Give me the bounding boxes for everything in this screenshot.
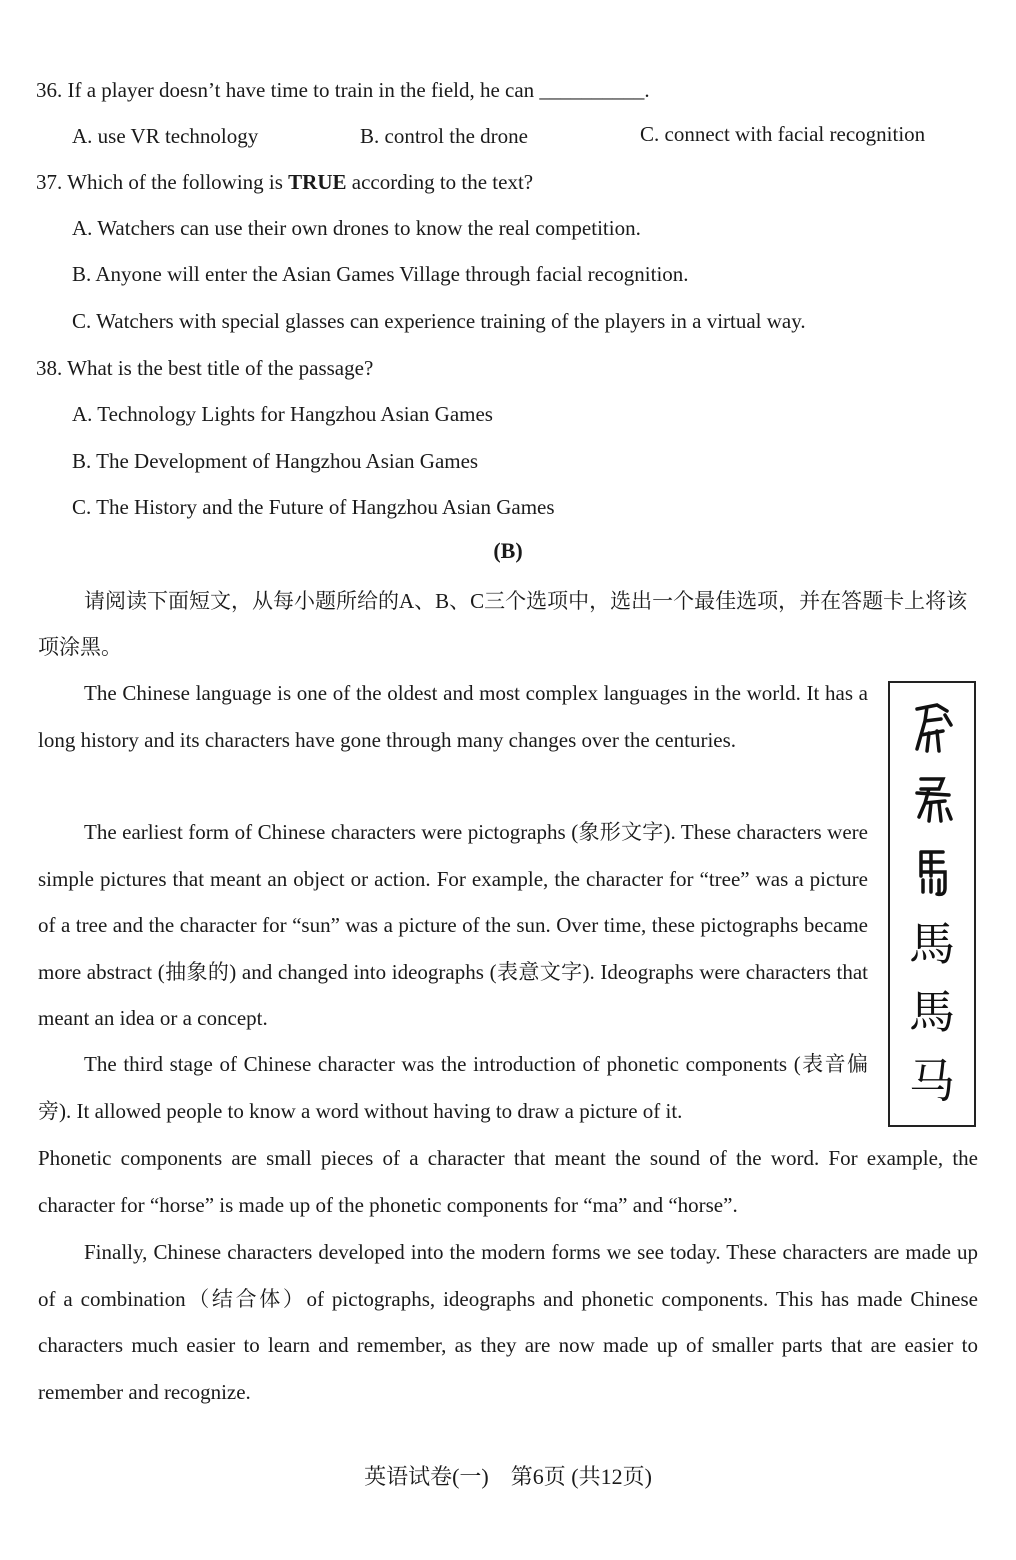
passage-paragraph-3-continued <box>38 1135 978 1228</box>
passage-paragraph-2-text: The earliest form of Chinese characters were pictographs (象形文字). These characters were simple pictures that meant an object or action. For example, the character for “tree” was a picture of a tree and the character for “sun” was a picture of the sun. Over time, these pictographs became more abstract (抽象的) and changed into ideographs (表意文字). Ideographs were characters that meant an idea or a concept. <box>38 820 868 1031</box>
passage-paragraph-4 <box>38 1229 978 1415</box>
question-38-stem: 38. What is the best title of the passage? <box>36 356 374 380</box>
clerical-horse-glyph: 馬 <box>909 917 955 972</box>
passage-paragraph-2 <box>38 809 868 1042</box>
bronze-horse-icon <box>907 773 957 829</box>
passage-paragraph-3-continued-text: Phonetic components are small pieces of a character that meant the sound of the word. For example, the character for “horse” is made up of the phonetic components for “ma” and “horse”. <box>38 1146 978 1217</box>
question-36-option-b: B. control the drone <box>360 124 528 148</box>
traditional-horse-glyph: 馬 <box>909 985 955 1040</box>
horse-character-evolution-figure <box>888 681 976 1127</box>
question-37-option-c: C. Watchers with special glasses can experience training of the players in a virtual way. <box>72 309 806 333</box>
question-37-option-a: A. Watchers can use their own drones to know the real competition. <box>72 216 641 240</box>
passage-paragraph-3 <box>38 1041 868 1134</box>
question-36-option-a: A. use VR technology <box>72 124 259 148</box>
question-37-stem-prefix: 37. Which of the following is <box>36 170 289 194</box>
question-37-stem <box>36 168 533 196</box>
section-title: (B) <box>493 538 523 563</box>
simplified-horse-glyph: 马 <box>909 1053 955 1108</box>
question-37-stem-bold: TRUE <box>288 170 347 194</box>
question-37-stem-suffix: according to the text? <box>346 170 534 194</box>
question-38-option-b: B. The Development of Hangzhou Asian Games <box>72 449 479 473</box>
section-instruction <box>38 578 978 670</box>
oracle-bone-horse-icon <box>907 701 957 757</box>
question-38-option-c: C. The History and the Future of Hangzhou Asian Games <box>72 495 555 519</box>
question-38-option-a: A. Technology Lights for Hangzhou Asian Games <box>72 402 493 426</box>
question-36-option-c: C. connect with facial recognition <box>640 122 926 146</box>
question-37-option-b: B. Anyone will enter the Asian Games Village through facial recognition. <box>72 262 689 286</box>
passage-paragraph-1-text: The Chinese language is one of the oldest and most complex languages in the world. It has a long history and its characters have gone through many changes over the centuries. <box>38 681 868 752</box>
question-36-stem: 36. If a player doesn’t have time to train in the field, he can __________. <box>36 78 650 102</box>
passage-paragraph-1 <box>38 670 868 763</box>
passage-paragraph-4-text: Finally, Chinese characters developed into the modern forms we see today. These characters are made up of a combination（结合体）of pictographs, ideographs and phonetic components. This has made Chinese characters much easier to learn and remember, as they are now made up of smaller parts that are easier to remember and recognize. <box>38 1240 978 1404</box>
seal-horse-icon <box>907 846 957 902</box>
passage-paragraph-3-text: The third stage of Chinese character was the introduction of phonetic components (表音偏旁). It allowed people to know a word without having to draw a picture of it. <box>38 1052 868 1123</box>
page-footer: 英语试卷(一) 第6页 (共12页) <box>364 1464 652 1489</box>
section-instruction-text: 请阅读下面短文，从每小题所给的A、B、C三个选项中，选出一个最佳选项，并在答题卡上将该项涂黑。 <box>38 589 968 659</box>
